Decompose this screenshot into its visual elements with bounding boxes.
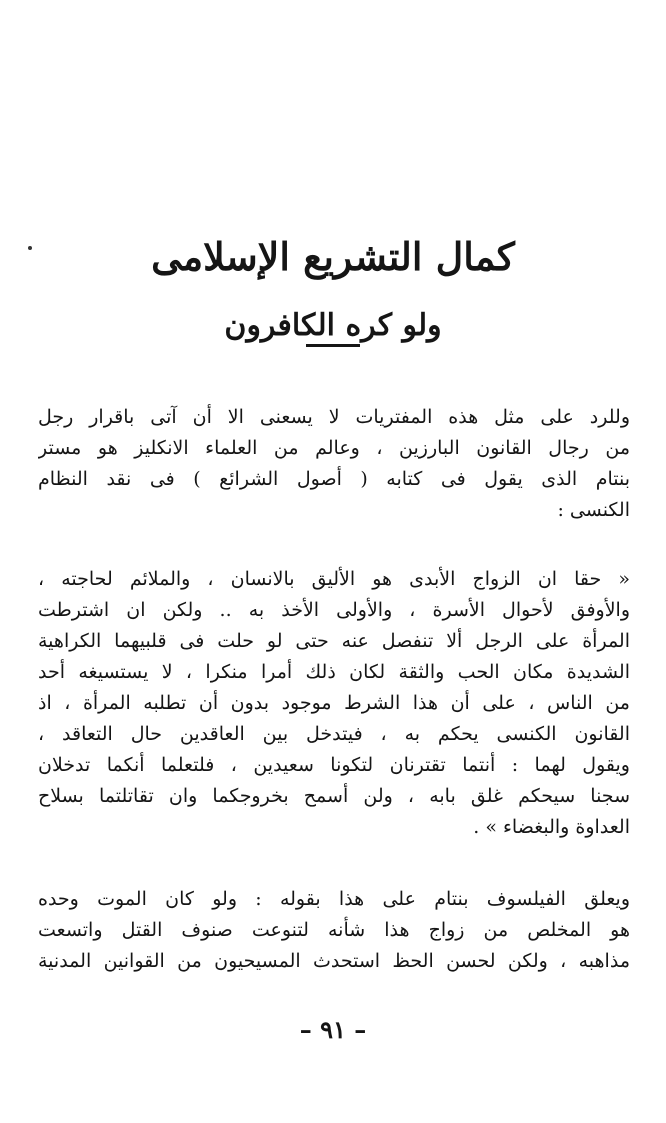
- chapter-title: كمال التشريع الإسلامى: [151, 234, 515, 280]
- text-line: وللرد على مثل هذه المفتريات لا يسعنى الا أن آتى باقرار رجل: [38, 406, 630, 428]
- text-line: بنتام الذى يقول فى كتابه ( أصول الشرائع ) فى نقد النظام: [38, 468, 630, 490]
- text-line: سجنا سيحكم غلق بابه ، ولن أسمح بخروجكما وان تقاتلتما بسلاح: [38, 785, 630, 807]
- page-number: – ٩١ –: [299, 1015, 367, 1044]
- text-line: من الناس ، على أن هذا الشرط موجود بدون أن تطلبه المرأة ، اذ: [38, 692, 630, 714]
- text-line: المرأة على الرجل ألا تنفصل عنه حتى لو حلت فى قلبيهما الكراهية: [38, 630, 630, 652]
- text-line: العداوة والبغضاء » .: [473, 816, 630, 838]
- text-line: « حقا ان الزواج الأبدى هو الأليق بالانسان ، والملائم لحاجته ،: [38, 568, 630, 590]
- paragraph-1: [38, 402, 630, 526]
- paragraph-3: [38, 884, 630, 977]
- title-divider: [306, 344, 360, 347]
- text-line: هو المخلص من زواج هذا شأنه لتنوعت صنوف القتل واتسعت: [38, 919, 630, 941]
- paragraph-2-quotation: [38, 564, 630, 843]
- text-line: الشديدة مكان الحب والثقة لكان ذلك أمرا منكرا ، لا يستسيغه أحد: [38, 661, 630, 683]
- text-line: ويعلق الفيلسوف بنتام على هذا بقوله : ولو كان الموت وحده: [38, 888, 630, 910]
- chapter-subtitle: ولو كره الكافرون: [224, 307, 442, 343]
- text-line: مذاهبه ، ولكن لحسن الحظ استحدث المسيحيون من القوانين المدنية: [38, 950, 630, 972]
- text-line: ويقول لهما : أنتما تقترنان لتكونا سعيدين ، فلتعلما أنكما تدخلان: [38, 754, 630, 776]
- text-line: الكنسى :: [557, 499, 630, 521]
- text-line: والأوفق لأحوال الأسرة ، والأولى الأخذ به .. ولكن ان اشترطت: [38, 599, 630, 621]
- text-line: من رجال القانون البارزين ، وعالم من العلماء الانكليز هو مستر: [38, 437, 630, 459]
- text-line: القانون الكنسى يحكم به ، فيتدخل بين العاقدين حال التعاقد ،: [38, 723, 630, 745]
